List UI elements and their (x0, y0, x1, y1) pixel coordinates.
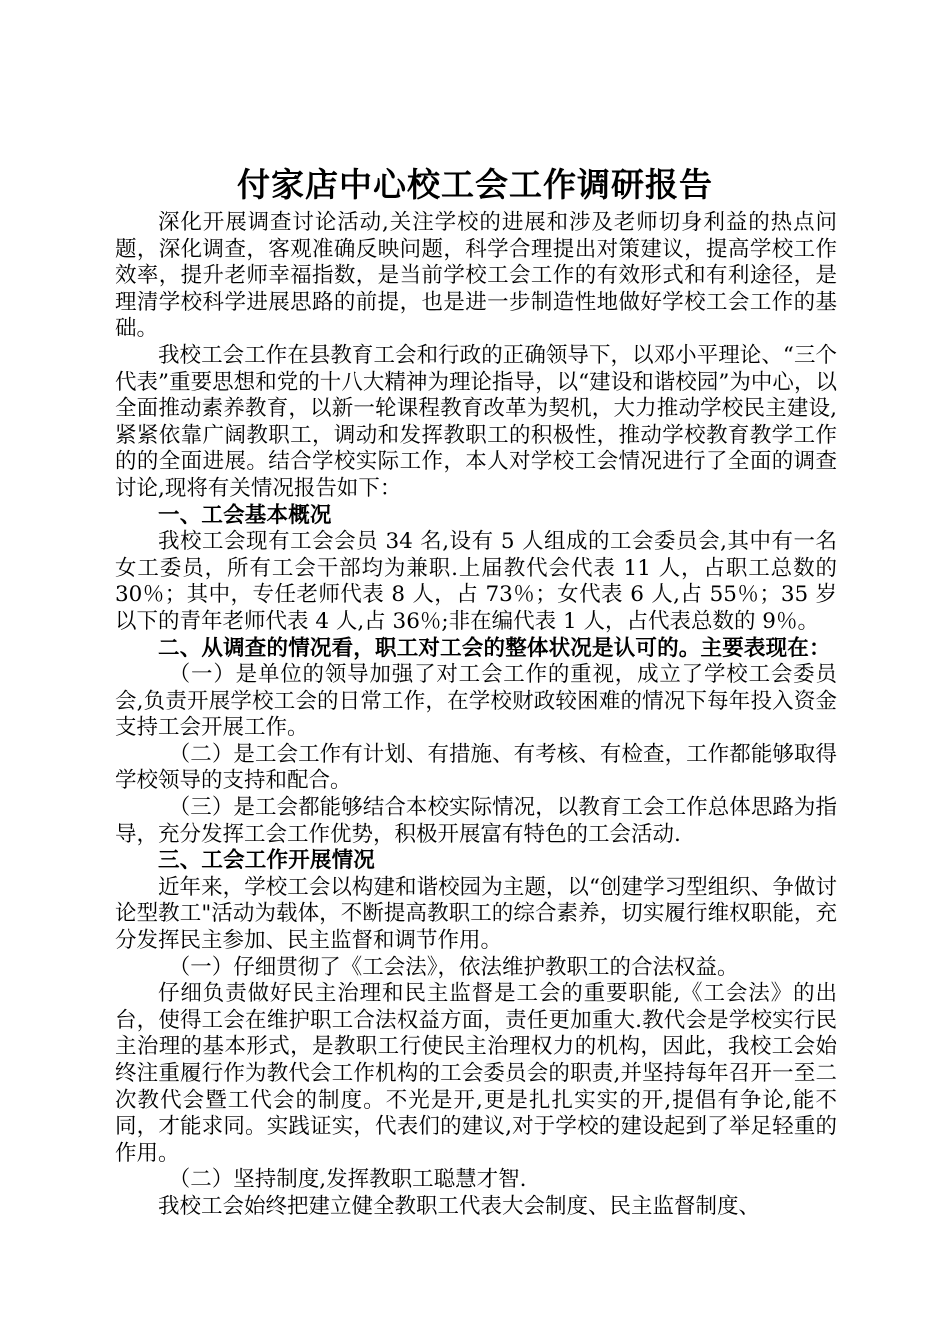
background-paragraph: 我校工会工作在县教育工会和行政的正确领导下，以邓小平理论、“三个代表”重要思想和党的十八大精神为理论指导，以“建设和谐校园”为中心，以全面推动素养教育，以新一轮课程教育改革为契机，大力推动学校民主建设,紧紧依靠广阔教职工，调动和发挥教职工的积极性，推动学校教育教学工作的的全面进展。结合学校实际工作，本人对学校工会情况进行了全面的调查讨论,现将有关情况报告如下： (115, 342, 837, 501)
section-heading-1: 一、工会基本概况 (158, 502, 332, 528)
section-heading-3: 三、工会工作开展情况 (158, 848, 376, 874)
subsection-heading-2: （二）坚持制度,发挥教职工聪慧才智. (168, 1167, 527, 1193)
document-body (115, 210, 837, 1221)
finding-item-3: （三）是工会都能够结合本校实际情况，以教育工会工作总体思路为指导，充分发挥工会工作优势，积极开展富有特色的工会活动. (115, 795, 837, 847)
finding-item-1: （一）是单位的领导加强了对工会工作的重视，成立了学校工会委员会,负责开展学校工会的日常工作，在学校财政较困难的情况下每年投入资金支持工会开展工作。 (115, 662, 837, 741)
system-paragraph: 我校工会始终把建立健全教职工代表大会制度、民主监督制度、 (158, 1193, 761, 1219)
section-heading-2: 二、从调查的情况看，职工对工会的整体状况是认可的。主要表现在： (158, 635, 831, 661)
overview-paragraph: 我校工会现有工会会员 34 名,设有 5 人组成的工会委员会,其中有一名女工委员，所有工会干部均为兼职.上届教代会代表 11 人，占职工总数的 30％；其中，专任老师代表 8 人，占 73％；女代表 6 人,占 55％；35 岁以下的青年老师代表 4 人,占 36％;非在编代表 1 人，占代表总数的 9％。 (115, 529, 837, 634)
document-title: 付家店中心校工会工作调研报告 (237, 165, 713, 204)
subsection-heading-1: （一）仔细贯彻了《工会法》，依法维护教职工的合法权益。 (168, 954, 739, 980)
union-law-paragraph: 仔细负责做好民主治理和民主监督是工会的重要职能,《工会法》的出台，使得工会在维护职工合法权益方面，责任更加重大.教代会是学校实行民主治理的基本形式，是教职工行使民主治理权力的机构，因此，我校工会始终注重履行作为教代会工作机构的工会委员会的职责,并坚持每年召开一至二次教代会暨工代会的制度。不光是开,更是扎扎实实的开,提倡有争论,能不同，才能求同。实践证实，代表们的建议,对于学校的建设起到了举足轻重的作用。 (115, 981, 837, 1166)
intro-paragraph: 深化开展调查讨论活动,关注学校的进展和涉及老师切身利益的热点问题，深化调查，客观准确反映问题，科学合理提出对策建议，提高学校工作效率，提升老师幸福指数，是当前学校工会工作的有效形式和有利途径，是理清学校科学进展思路的前提，也是进一步制造性地做好学校工会工作的基础。 (115, 210, 837, 342)
activities-paragraph: 近年来，学校工会以构建和谐校园为主题，以“创建学习型组织、争做讨论型教工"活动为载体，不断提高教职工的综合素养，切实履行维权职能，充分发挥民主参加、民主监督和调节作用。 (115, 874, 837, 954)
finding-item-2: （二）是工会工作有计划、有措施、有考核、有检查，工作都能够取得学校领导的支持和配合。 (115, 741, 837, 794)
